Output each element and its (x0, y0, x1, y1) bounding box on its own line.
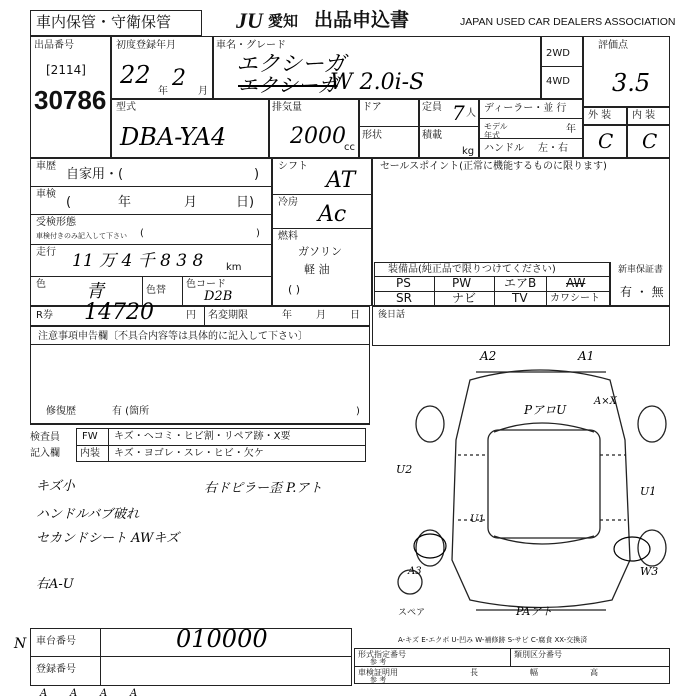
mark-pu: PアロU (524, 403, 567, 417)
storage-tag-text: 車内保管・守衛保管 (36, 13, 172, 31)
equip-airbag: エアB (504, 276, 537, 290)
inspector-label-2: 記入欄 (30, 448, 60, 459)
note-top-right: 右ドピラー歪 P.アト (204, 481, 323, 496)
chassis-value: 010000 (176, 625, 268, 653)
mark-u1-a: U1 (470, 514, 485, 525)
mark-ax: A×X (594, 396, 617, 407)
shift-label: シフト (278, 161, 308, 172)
equip-ps: PS (396, 276, 411, 290)
ac-label: 冷房 (278, 197, 298, 208)
chassis-label: 車台番号 (36, 636, 76, 647)
model-year-label: モデル 年式 (484, 122, 508, 141)
reg-year: 22 (120, 61, 151, 89)
ju-logo: JU (236, 8, 263, 33)
note-4: 右A-U (36, 577, 74, 592)
model-label: 型式 (116, 102, 136, 113)
capacity-value: 7 (452, 101, 465, 125)
r-ticket-value: 14720 (84, 300, 154, 325)
model-value: DBA-YA4 (120, 123, 227, 151)
mark-w3: W3 (640, 565, 659, 578)
transfer-label: 名変期限 (208, 310, 248, 321)
transfer-month: 月 (316, 310, 326, 321)
equipment-label: 装備品(純正品で限りつけてください) (388, 264, 556, 275)
footer-mark-3: A (100, 688, 108, 699)
inspection-label: 車検 (36, 189, 56, 200)
lot-sub: [2114] (46, 63, 86, 77)
doors-label: ドア (362, 102, 382, 113)
handle-label: ハンドル (484, 143, 524, 154)
fuel-diesel: 軽 油 (304, 263, 330, 276)
height-label: 高 (590, 668, 598, 677)
association-name: JAPAN USED CAR DEALERS ASSOCIATION (460, 16, 676, 28)
fuel-paren: ( ) (288, 283, 301, 296)
notes-box (372, 306, 670, 346)
load-label: 積載 (422, 130, 442, 141)
note-2: ハンドルバブ破れ (36, 507, 140, 522)
color-change-label: 色替 (146, 285, 166, 296)
damage-legend: A-キズ E-エクボ U-凹み W-補修跡 S-サビ C-腐食 XX-交換済 (398, 636, 588, 644)
receive-label: 受検形態 (36, 217, 76, 228)
ext-grade: C (598, 129, 614, 153)
fuel-gas: ガソリン (298, 245, 342, 258)
score-label: 評価点 (598, 40, 628, 51)
equip-sr: SR (396, 291, 412, 305)
fuel-label: 燃料 (278, 231, 298, 242)
shape-label: 形状 (362, 130, 382, 141)
equip-navi: ナビ (452, 291, 477, 305)
mark-pa: PAアト (516, 605, 553, 618)
car-grade: W 2.0i-S (330, 70, 425, 95)
width-label: 幅 (530, 668, 538, 677)
reg-label: 初度登録年月 (116, 40, 176, 51)
equip-pw: PW (452, 276, 472, 290)
history-close: ) (254, 167, 260, 182)
spec-label: 形式指定番号 (358, 650, 406, 659)
reg-month: 2 (172, 66, 186, 91)
car-name: エクシーガ (236, 52, 346, 77)
footer-mark-1: A (40, 688, 48, 699)
inspection-month: 月 (184, 195, 198, 210)
repair-label: 修復歴 (46, 406, 76, 417)
warranty-options: 有 ・ 無 (620, 285, 664, 299)
model-year-unit: 年 (566, 124, 576, 135)
car-name-struck: エクシーガ (238, 73, 338, 97)
sales-label: セールスポイント(正常に機能するものに限ります) (380, 161, 607, 172)
ac-value: Ac (318, 202, 347, 227)
mark-a1: A1 (578, 349, 595, 363)
warranty-label: 新車保証書 (618, 265, 664, 275)
color-code-label: 色コード (186, 279, 226, 290)
ext-grade-label: 外 装 (588, 110, 612, 121)
footer-mark-2: A (70, 688, 78, 699)
repair-value: 有 (箇所 (112, 406, 150, 417)
receive-open: ( (140, 228, 144, 239)
history-value: 自家用・( (66, 167, 124, 182)
receive-close: ) (256, 228, 260, 239)
cert-label: 車検証明用 (358, 668, 398, 677)
logo-pref: 愛知 (268, 12, 299, 30)
inspection-year: 年 (118, 195, 132, 210)
reg-year-unit: 年 (158, 86, 168, 97)
mark-a2: A2 (480, 349, 497, 363)
load-unit: kg (462, 146, 475, 157)
fw-label: FW (82, 431, 98, 442)
engine-value: 2000 (290, 124, 346, 149)
int-grade-label: 内 装 (632, 110, 656, 121)
r-ticket-label: R券 (36, 310, 53, 321)
drive-2wd: 2WD (546, 48, 570, 59)
receive-note: 車検付きのみ記入して下さい (36, 232, 127, 240)
cert-ref: 参 考 (370, 676, 387, 684)
history-label: 車歴 (36, 161, 56, 172)
footer-mark-0: N (14, 636, 27, 652)
mark-u2: U2 (396, 463, 413, 476)
inspection-day: 日) (236, 195, 255, 210)
spec-ref: 参 考 (370, 658, 387, 666)
regnum-label: 登録番号 (36, 664, 76, 675)
color-code: D2B (204, 289, 233, 304)
length-label: 長 (470, 668, 478, 677)
equip-aw: AW (566, 276, 586, 290)
dealer-parallel: ディーラー・並 行 (484, 103, 567, 114)
int-items: キズ・ヨゴレ・スレ・ヒビ・欠ケ (114, 448, 264, 459)
capacity-label: 定員 (422, 102, 442, 113)
mileage-label: 走行 (36, 247, 56, 258)
caution-label: 注意事項申告欄〔不具合内容等は具体的に記入して下さい〕 (38, 331, 308, 342)
inspector-label-1: 検査員 (30, 432, 60, 443)
int-grade: C (642, 129, 658, 153)
handle-lr: 左・右 (538, 143, 568, 154)
mark-u1-b: U1 (640, 485, 657, 498)
int-label: 内装 (80, 448, 100, 459)
note-1: キズ小 (36, 479, 75, 494)
engine-unit: cc (344, 142, 355, 153)
transfer-year: 年 (282, 310, 292, 321)
mark-a3: A3 (408, 566, 422, 577)
spare-label: スペア (398, 608, 426, 618)
footer-mark-4: A (130, 688, 138, 699)
lot-label: 出品番号 (34, 40, 74, 51)
car-name-label: 車名・グレード (216, 40, 286, 51)
mileage-value: 11 万 4 千 8 3 8 (72, 251, 204, 271)
score-value: 3.5 (612, 69, 651, 97)
color-value: 青 (86, 281, 104, 302)
reg-month-unit: 月 (198, 86, 208, 97)
repair-close: ) (356, 406, 360, 417)
mileage-unit: km (226, 262, 242, 273)
shift-value: AT (326, 168, 356, 193)
note-3: セカンドシート AWキズ (36, 531, 180, 546)
notes-label: 後日話 (378, 310, 406, 320)
color-label: 色 (36, 279, 46, 290)
equip-seat: カワシート (550, 293, 600, 304)
equip-tv: TV (512, 291, 528, 305)
lot-number: 30786 (34, 85, 107, 115)
inspection-open: ( (66, 195, 72, 210)
drive-4wd: 4WD (546, 76, 570, 87)
engine-label: 排気量 (272, 102, 302, 113)
class-label: 類別区分番号 (514, 650, 562, 659)
form-title: 出品申込書 (314, 9, 410, 31)
capacity-unit: 人 (466, 108, 476, 119)
transfer-day: 日 (350, 310, 360, 321)
fw-items: キズ・ヘコミ・ヒビ割・リペア跡・X要 (114, 431, 291, 442)
r-ticket-unit: 円 (186, 310, 196, 321)
